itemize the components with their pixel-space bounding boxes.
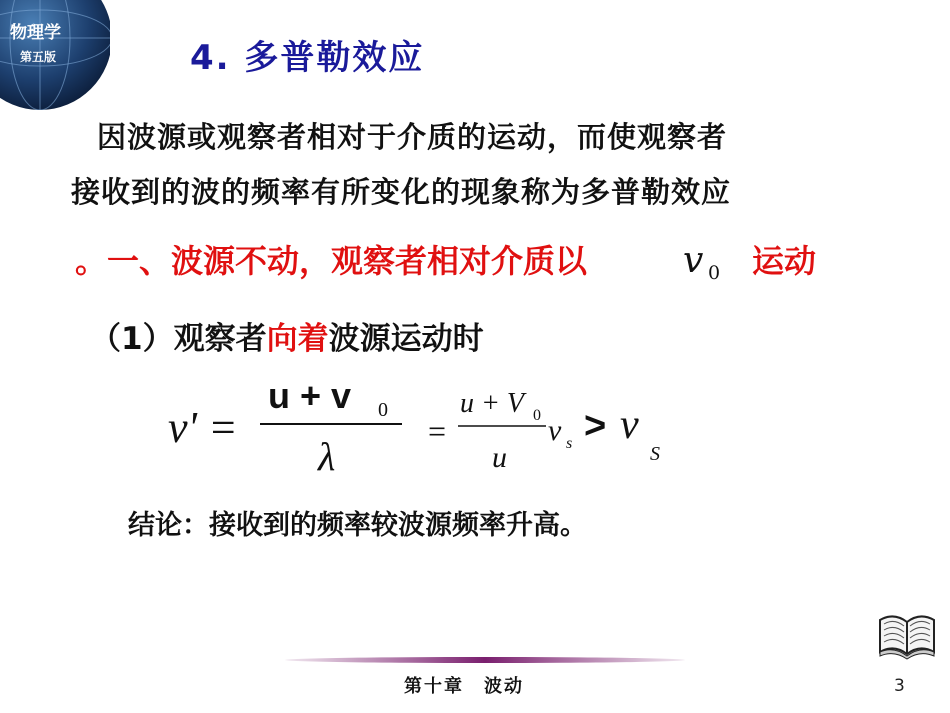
case-prefix: （1）观察者 <box>90 321 267 357</box>
rhs-frequency-symbol: ν <box>620 402 639 448</box>
definition-line-1: 因波源或观察者相对于介质的运动，而使观察者 <box>97 120 728 154</box>
frac1-numerator-sub: 0 <box>378 399 388 421</box>
formula-equals-2: = <box>428 413 447 449</box>
frac1-numerator: u + v <box>268 375 352 416</box>
doppler-formula <box>160 370 720 480</box>
slide-title: 4. 多普勒效应 <box>190 38 425 78</box>
case-suffix: 波源运动时 <box>328 321 484 357</box>
page-number: 3 <box>894 676 905 696</box>
logo-edition: 第五版 <box>20 50 57 64</box>
source-frequency-subscript: s <box>566 435 573 452</box>
open-book-icon[interactable] <box>876 608 938 660</box>
frac2-denominator: u <box>492 441 507 474</box>
frac2-numerator: u + V <box>460 388 524 419</box>
footer-divider <box>285 655 685 665</box>
velocity-symbol: v <box>683 240 704 281</box>
section-heading: 。一、波源不动，观察者相对介质以 <box>75 242 588 280</box>
source-frequency-symbol: ν <box>548 414 562 447</box>
frac1-denominator: λ <box>318 434 336 479</box>
frac2-numerator-sub: 0 <box>533 407 541 424</box>
case-heading <box>90 313 484 358</box>
section-heading-suffix: 运动 <box>752 242 817 280</box>
velocity-subscript: 0 <box>708 262 721 284</box>
logo-title: 物理学 <box>10 23 61 43</box>
greater-than-sign: > <box>584 405 607 447</box>
rhs-frequency-subscript: S <box>650 443 660 465</box>
formula-lhs: ν' = <box>168 403 238 452</box>
case-highlight: 向着 <box>266 321 329 357</box>
conclusion-text: 结论：接收到的频率较波源频率升高。 <box>128 510 587 541</box>
footer-chapter: 第十章 波动 <box>404 676 524 697</box>
definition-line-2: 接收到的波的频率有所变化的现象称为多普勒效应 <box>71 175 732 209</box>
